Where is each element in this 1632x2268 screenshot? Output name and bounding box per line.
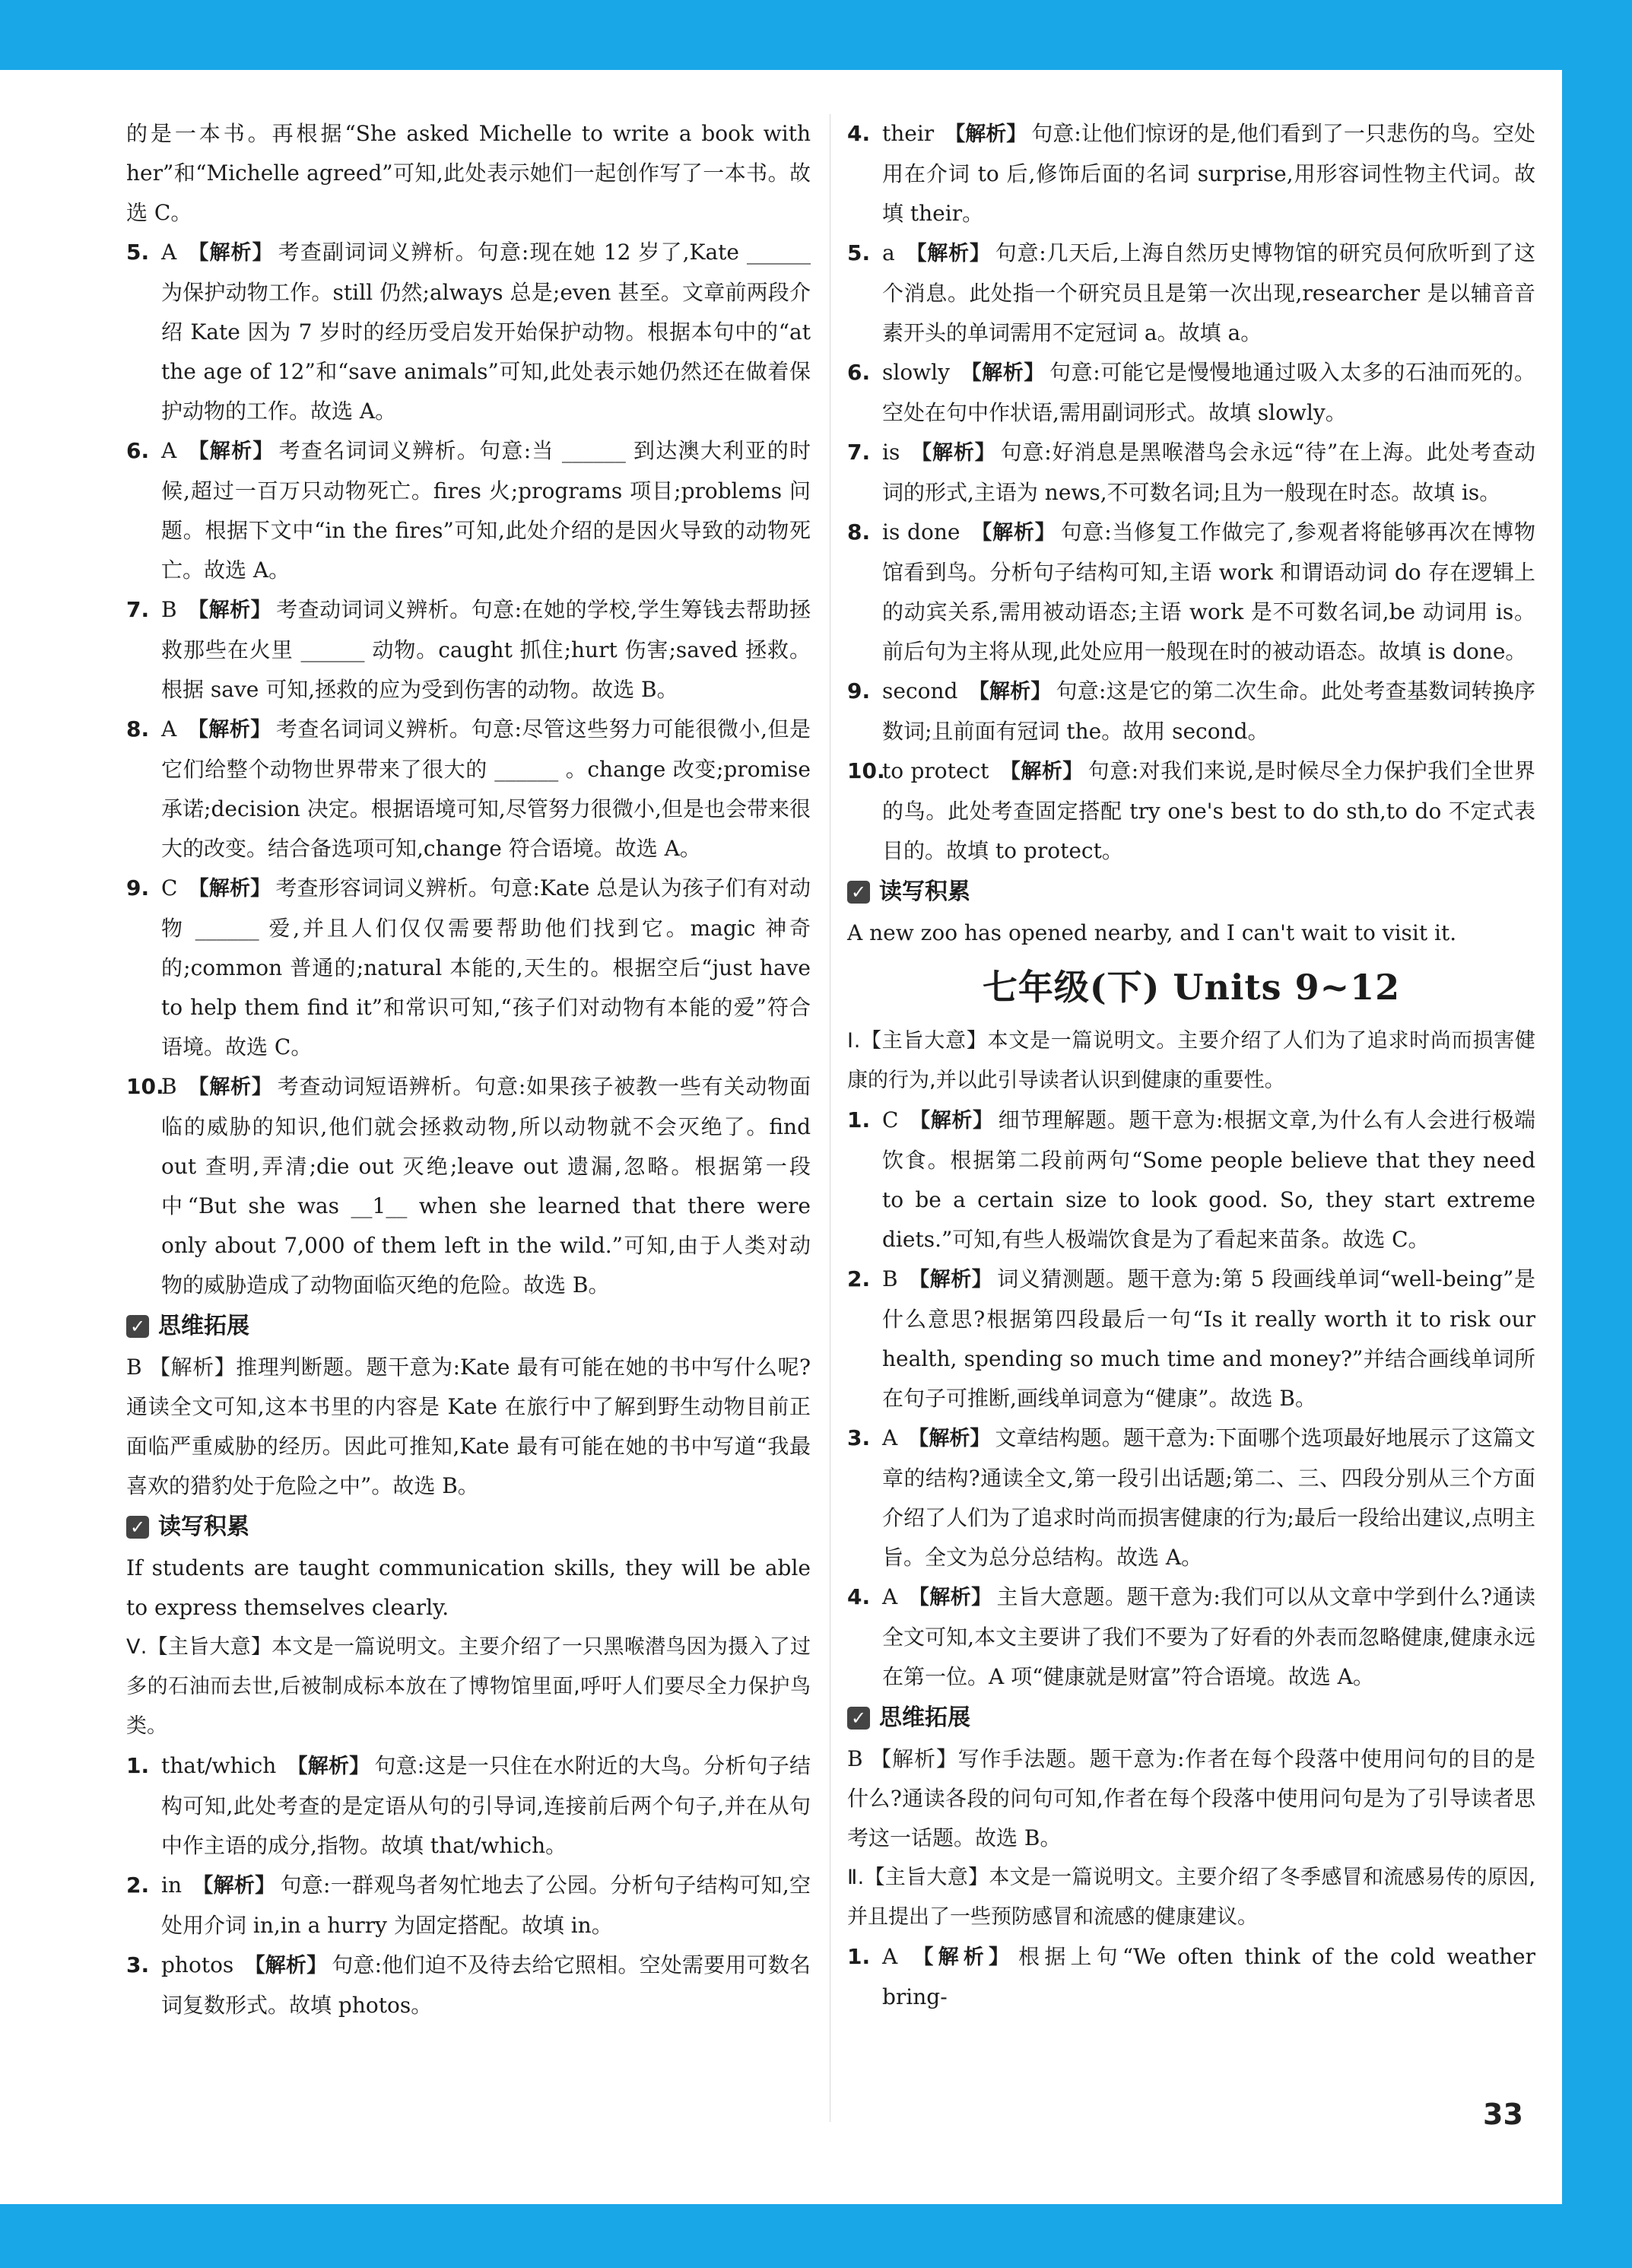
answer-item [126,710,811,869]
analysis-text: 考查名词词义辨析。句意:当 ______ 到达澳大利亚的时候,超过一百万只动物死亡。fires 火;programs 项目;problems 问题。根据下文中“in the fires”可知,此处介绍的是因火导致的动物死亡。故选 A。 [161,438,811,583]
analysis-tag: 【解析】 [187,718,271,742]
analysis-text: 根据上句“We often think of the cold weather bring- [882,1944,1535,2009]
analysis-tag: 【解析】 [187,1075,273,1099]
analysis-text: 句意:让他们惊讶的是,他们看到了一只悲伤的鸟。空处用在介词 to 后,修饰后面的名词 surprise,用形容词性物主代词。故填 their。 [882,121,1535,226]
analysis-tag: 【解析】 [187,440,275,463]
check-icon: ✓ [847,1707,870,1730]
analysis-tag: 【解析】 [945,122,1027,146]
analysis-text: 句意:一群观鸟者匆忙地去了公园。分析句子结构可知,空处用介词 in,in a hurry 为固定搭配。故填 in。 [161,1873,811,1938]
item-answer: second [882,678,958,704]
answer-item [847,233,1535,353]
check-icon: ✓ [847,881,870,904]
right-color-band [1562,0,1632,2268]
answer-item [847,1259,1535,1418]
reading-writing-sentence: If students are taught communication skills, they will be able to express themselves clearly. [126,1555,811,1620]
analysis-text: 考查动词词义辨析。句意:在她的学校,学生筹钱去帮助拯救那些在火里 ______ 动物。caught 抓住;hurt 伤害;saved 拯救。根据 save 可知,拯救的应为受到伤害的动物。故选 B。 [161,597,811,702]
item-number: 1. [126,1753,150,1778]
page-number: 33 [1483,2098,1523,2131]
main-idea-summary: Ⅱ.【主旨大意】本文是一篇说明文。主要介绍了冬季感冒和流感易传的原因,并且提出了一些预防感冒和流感的健康建议。 [847,1866,1535,1929]
item-number: 2. [126,1873,150,1898]
item-answer: B [161,1074,177,1099]
analysis-tag: 【解析】 [970,521,1056,545]
item-number: 9. [847,678,871,704]
answer-item [126,869,811,1067]
item-answer: A [161,240,177,265]
item-answer: that/which [161,1753,277,1778]
section-heading-thinking [126,1307,811,1346]
answer-item [847,672,1535,751]
analysis-tag: 【解析】 [188,877,271,901]
item-number: 10. [847,758,885,783]
left-column [126,114,811,2025]
item-number: 1. [847,1944,871,1969]
answer-item [847,433,1535,513]
analysis-text: 句意:这是它的第二次生命。此处考查基数词转换序数词;且前面有冠词 the。故用 second。 [882,678,1536,744]
analysis-text: 细节理解题。题干意为:根据文章,为什么有人会进行极端饮食。根据第二段前两句“Some people believe that they need to be a certain size to look good. So, they start extreme diets.”可知,有些人极端饮食是为了看起来苗条。故选 C。 [882,1107,1535,1252]
item-answer: C [161,875,178,901]
item-answer: A [882,1584,898,1609]
analysis-tag: 【解析】 [244,1954,328,1977]
section-title: 思维拓展 [158,1313,249,1339]
analysis-tag: 【解析】 [999,760,1084,783]
thinking-answer: B 【解析】推理判断题。题干意为:Kate 最有可能在她的书中写什么呢?通读全文可知,这本书里的内容是 Kate 在旅行中了解到野生动物目前正面临严重威胁的经历。因此可推知,Kate 最有可能在她的书中写道“我最喜欢的猎豹处于危险之中”。故选 B。 [126,1355,811,1498]
section-title: 思维拓展 [879,1704,970,1731]
passage-i-answer-list [847,1101,1535,1697]
item-number: 5. [126,240,150,265]
analysis-tag: 【解析】 [287,1755,370,1778]
passage-v-answer-list [126,1746,811,2025]
answer-item [847,1101,1535,1259]
analysis-text: 词义猜测题。题干意为:第 5 段画线单词“well-being”是什么意思?根据第四段最后一句“Is it really worth it to risk our health, spending so much time and money?”并结合画线单词所在句子可推断,画线单词意为“健康”。故选 B。 [882,1266,1535,1411]
answer-item [126,1067,811,1305]
reading-writing-sentence: A new zoo has opened nearby, and I can't wait to visit it. [847,920,1457,945]
item-answer: A [161,716,177,742]
item-answer: is [882,440,900,465]
analysis-tag: 【解析】 [910,441,996,465]
answer-item [847,513,1535,672]
section-title: 读写积累 [879,878,970,905]
analysis-tag: 【解析】 [187,599,272,622]
analysis-text: 句意:好消息是黑喉潜鸟会永远“待”在上海。此处考查动词的形式,主语为 news,不可数名词;且为一般现在时态。故填 is。 [882,440,1535,505]
answer-item [847,353,1535,433]
item-answer: in [161,1873,182,1898]
item-answer: C [882,1107,899,1132]
analysis-tag: 【解析】 [192,1874,276,1898]
analysis-tag: 【解析】 [908,1946,1014,1969]
check-icon: ✓ [126,1516,149,1539]
analysis-tag: 【解析】 [908,1586,992,1609]
item-number: 4. [847,121,871,146]
analysis-text: 考查名词词义辨析。句意:尽管这些努力可能很微小,但是它们给整个动物世界带来了很大的 ______ 。change 改变;promise 承诺;decision 决定。根据语境可知,尽管努力很微小,但是也会带来很大的改变。结合备选项可知,change 符合语境。故选 A。 [161,716,811,861]
main-idea-summary: Ⅰ.【主旨大意】本文是一篇说明文。主要介绍了人们为了追求时尚而损害健康的行为,并以此引导读者认识到健康的重要性。 [847,1029,1535,1092]
item-number: 9. [126,875,150,901]
answer-item [126,431,811,590]
analysis-tag: 【解析】 [187,241,274,265]
analysis-text: 句意:几天后,上海自然历史博物馆的研究员何欣听到了这个消息。此处指一个研究员且是第一次出现,researcher 是以辅音音素开头的单词需用不定冠词 a。故填 a。 [882,240,1536,345]
answer-item [126,1946,811,2025]
bottom-color-band [0,2204,1632,2268]
item-number: 2. [847,1266,871,1291]
item-number: 3. [126,1952,150,1977]
thinking-answer: B 【解析】写作手法题。题干意为:作者在每个段落中使用问句的目的是什么?通读各段的问句可知,作者在每个段落中使用问句是为了引导读者思考这一话题。故选 B。 [847,1746,1535,1850]
answer-item [847,114,1535,233]
answer-item [126,1866,811,1946]
answer-item [847,1937,1535,2017]
section-title: 读写积累 [158,1514,249,1540]
item-answer: photos [161,1952,234,1977]
item-answer: a [882,240,895,265]
analysis-text: 考查副词词义辨析。句意:现在她 12 岁了,Kate ______ 为保护动物工作。still 仍然;always 总是;even 甚至。文章前两段介绍 Kate 因为 7 岁时的经历受启发开始保护动物。根据本句中的“at the age of 12”和“save animals”可知,此处表示她仍然还在做着保护动物的工作。故选 A。 [161,240,811,424]
answer-item [126,233,811,431]
item-number: 8. [126,716,150,742]
section-heading-thinking [847,1698,1535,1738]
section-heading-reading-writing [126,1507,811,1547]
analysis-text: 考查动词短语辨析。句意:如果孩子被教一些有关动物面临的威胁的知识,他们就会拯救动物,所以动物就不会灭绝了。find out 查明,弄清;die out 灭绝;leave out 遗漏,忽略。根据第一段中“But she was __1__ when she learned that there were only about 7,000 of them left in the wild.”可知,由于人类对动物的威胁造成了动物面临灭绝的危险。故选 B。 [161,1074,811,1298]
check-icon: ✓ [126,1315,149,1338]
answer-item [847,751,1535,871]
item-number: 7. [126,597,150,622]
unit-title: 七年级(下) Units 9~12 [982,967,1401,1008]
analysis-tag: 【解析】 [908,1268,993,1291]
item-answer: is done [882,519,960,545]
analysis-text: 句意:对我们来说,是时候尽全力保护我们全世界的鸟。此处考查固定搭配 try one's best to do sth,to do 不定式表目的。故填 to protect。 [882,758,1535,863]
section-heading-reading-writing [847,872,1535,912]
right-answer-list [847,114,1535,871]
answer-item [126,1746,811,1866]
item-number: 5. [847,240,871,265]
right-column [847,114,1535,2017]
item-answer: A [882,1944,898,1969]
left-answer-list [126,233,811,1305]
answer-item [847,1418,1535,1577]
item-number: 10. [126,1074,164,1099]
item-number: 6. [847,360,871,385]
item-answer: to protect [882,758,989,783]
item-number: 1. [847,1107,871,1132]
top-color-band [0,0,1632,70]
analysis-tag: 【解析】 [908,1427,991,1450]
item-answer: their [882,121,935,146]
item-number: 8. [847,519,871,545]
item-answer: B [882,1266,898,1291]
analysis-tag: 【解析】 [905,242,991,265]
analysis-text: 考查形容词词义辨析。句意:Kate 总是认为孩子们有对动物 ______ 爱,并且人们仅仅需要帮助他们找到它。magic 神奇的;common 普通的;natural 本能的,天生的。根据空后“just have to help them find it”和常识可知,“孩子们对动物有本能的爱”符合语境。故选 C。 [161,875,811,1059]
item-number: 6. [126,438,150,463]
item-number: 3. [847,1425,871,1450]
item-answer: B [161,597,177,622]
analysis-text: 句意:这是一只住在水附近的大鸟。分析句子结构可知,此处考查的是定语从句的引导词,连接前后两个句子,并在从句中作主语的成分,指物。故填 that/which。 [161,1753,811,1858]
item-answer: A [882,1425,898,1450]
analysis-text: 句意:可能它是慢慢地通过吸入太多的石油而死的。空处在句中作状语,需用副词形式。故填 slowly。 [882,360,1536,425]
analysis-text: 句意:当修复工作做完了,参观者将能够再次在博物馆看到鸟。分析句子结构可知,主语 work 和谓语动词 do 存在逻辑上的动宾关系,需用被动语态;主语 work 是不可数名词,be 动词用 is。前后句为主将从现,此处应用一般现在时的被动语态。故填 is done。 [882,519,1536,664]
analysis-tag: 【解析】 [968,680,1052,704]
item-answer: A [161,438,177,463]
item-number: 4. [847,1584,871,1609]
analysis-tag: 【解析】 [960,361,1046,385]
passage-ii-answer-list [847,1937,1535,2017]
analysis-tag: 【解析】 [909,1109,994,1132]
main-idea-summary: Ⅴ.【主旨大意】本文是一篇说明文。主要介绍了一只黑喉潜鸟因为摄入了过多的石油而去世,后被制成标本放在了博物馆里面,呼吁人们要尽全力保护鸟类。 [126,1635,811,1738]
analysis-text: 主旨大意题。题干意为:我们可以从文章中学到什么?通读全文可知,本文主要讲了我们不要为了好看的外表而忽略健康,健康永远在第一位。A 项“健康就是财富”符合语境。故选 A。 [882,1584,1536,1689]
answer-item [126,590,811,710]
answer-item [847,1577,1535,1697]
analysis-text: 文章结构题。题干意为:下面哪个选项最好地展示了这篇文章的结构?通读全文,第一段引出话题;第二、三、四段分别从三个方面介绍了人们为了追求时尚而损害健康的行为;最后一段给出建议,点明主旨。全文为总分总结构。故选 A。 [882,1425,1536,1570]
continued-paragraph: 的是一本书。再根据“She asked Michelle to write a book with her”和“Michelle agreed”可知,此处表示她们一起创作写了一本书。故选 C。 [126,121,811,225]
item-number: 7. [847,440,871,465]
analysis-text: 句意:他们迫不及待去给它照相。空处需要用可数名词复数形式。故填 photos。 [161,1952,811,2018]
item-answer: slowly [882,360,950,385]
